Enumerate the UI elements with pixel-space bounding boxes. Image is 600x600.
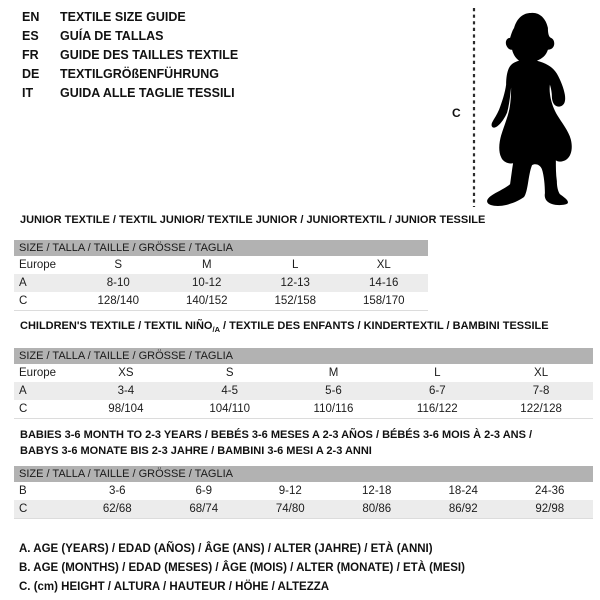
language-code: ES xyxy=(22,29,39,43)
language-row-en xyxy=(22,8,238,27)
table-row-height xyxy=(14,400,593,418)
height-value: 68/74 xyxy=(189,503,219,515)
table-row-europe xyxy=(14,364,593,382)
row-label: C xyxy=(19,295,28,307)
height-value: 98/104 xyxy=(108,403,144,415)
height-measure-label: C xyxy=(452,106,461,120)
size-value: XL xyxy=(534,367,549,379)
title-text: CHILDREN'S TEXTILE / TEXTIL NIÑO xyxy=(20,320,213,332)
age-value: 7-8 xyxy=(532,385,550,397)
size-value: M xyxy=(201,259,212,271)
table-row-age xyxy=(14,382,593,400)
language-label: GUÍA DE TALLAS xyxy=(60,29,164,43)
age-value: 3-4 xyxy=(117,385,135,397)
table-row-height xyxy=(14,292,428,310)
section-title-children xyxy=(20,318,549,338)
height-value: 140/152 xyxy=(185,295,228,307)
language-row-it xyxy=(22,84,238,103)
language-row-de xyxy=(22,65,238,84)
title-line-1: BABIES 3-6 MONTH TO 2-3 YEARS / BEBÉS 3-6 MESES A 2-3 AÑOS / BÉBÉS 3-6 MOIS À 2-3 ANS / xyxy=(20,429,533,441)
junior-size-table xyxy=(14,240,428,311)
row-label: B xyxy=(19,485,27,497)
age-value: 4-5 xyxy=(221,385,238,397)
table-header: SIZE / TALLA / TAILLE / GRÖSSE / TAGLIA xyxy=(14,348,593,364)
height-value: 122/128 xyxy=(520,403,562,415)
toddler-silhouette-icon xyxy=(481,5,577,209)
age-value: 14-16 xyxy=(369,277,399,289)
language-row-es xyxy=(22,27,238,46)
section-title-junior: JUNIOR TEXTILE / TEXTIL JUNIOR/ TEXTILE JUNIOR / JUNIORTEXTIL / JUNIOR TESSILE xyxy=(20,214,486,226)
babies-size-table xyxy=(14,466,593,519)
footnote-b: B. AGE (MONTHS) / EDAD (MESES) / ÂGE (MOIS) / ALTER (MONATE) / ETÀ (MESI) xyxy=(19,562,465,574)
row-label: A xyxy=(19,385,27,397)
footnote-c: C. (cm) HEIGHT / ALTURA / HAUTEUR / HÖHE / ALTEZZA xyxy=(19,581,330,593)
legend-footnotes xyxy=(19,540,465,597)
size-value: S xyxy=(114,259,123,271)
table-row-age xyxy=(14,274,428,292)
language-code: EN xyxy=(22,10,40,24)
height-value: 110/116 xyxy=(313,403,354,415)
age-value: 10-12 xyxy=(192,277,222,289)
size-value: L xyxy=(434,367,441,379)
language-title-list xyxy=(22,8,238,103)
footnote-a: A. AGE (YEARS) / EDAD (AÑOS) / ÂGE (ANS) / ALTER (JAHRE) / ETÀ (ANNI) xyxy=(19,543,433,555)
height-measure-line xyxy=(471,7,477,208)
language-label: GUIDA ALLE TAGLIE TESSILI xyxy=(60,86,235,100)
title-line-2: BABYS 3-6 MONATE BIS 2-3 JAHRE / BAMBINI 3-6 MESI A 2-3 ANNI xyxy=(20,445,372,457)
age-value: 6-7 xyxy=(428,385,446,397)
age-value: 5-6 xyxy=(325,385,342,397)
table-header: SIZE / TALLA / TAILLE / GRÖSSE / TAGLIA xyxy=(14,466,593,482)
children-size-table xyxy=(14,348,593,419)
height-value: 62/68 xyxy=(102,503,132,515)
age-value: 8-10 xyxy=(106,277,130,289)
row-label: Europe xyxy=(19,367,57,379)
age-value: 9-12 xyxy=(278,485,302,497)
size-value: M xyxy=(328,367,339,379)
language-label: TEXTILE SIZE GUIDE xyxy=(60,10,186,24)
table-row-europe xyxy=(14,256,428,274)
language-row-fr xyxy=(22,46,238,65)
age-value: 12-13 xyxy=(280,277,310,289)
language-code: IT xyxy=(22,86,34,100)
age-value: 18-24 xyxy=(448,485,478,497)
language-code: DE xyxy=(22,67,40,81)
size-value: L xyxy=(292,259,299,271)
height-value: 152/158 xyxy=(274,295,317,307)
title-text: / TEXTILE DES ENFANTS / KINDERTEXTIL / BAMBINI TESSILE xyxy=(219,320,549,332)
height-value: 158/170 xyxy=(362,295,405,307)
row-label: C xyxy=(19,403,28,415)
age-value: 3-6 xyxy=(108,485,126,497)
size-value: XS xyxy=(118,367,134,379)
section-title-babies xyxy=(20,427,532,459)
row-label: Europe xyxy=(19,259,57,271)
height-value: 92/98 xyxy=(535,503,565,515)
age-value: 12-18 xyxy=(362,485,392,497)
size-value: XL xyxy=(376,259,391,271)
row-label: C xyxy=(19,503,28,515)
height-value: 86/92 xyxy=(448,503,478,515)
language-label: GUIDE DES TAILLES TEXTILE xyxy=(60,48,239,62)
table-row-age-months xyxy=(14,482,593,500)
height-value: 128/140 xyxy=(97,295,140,307)
language-code: FR xyxy=(22,48,39,62)
age-value: 6-9 xyxy=(195,485,213,497)
height-value: 116/122 xyxy=(416,403,458,415)
height-value: 80/86 xyxy=(362,503,392,515)
size-value: S xyxy=(225,367,234,379)
table-row-height xyxy=(14,500,593,518)
title-subscript: /A xyxy=(212,325,220,335)
language-label: TEXTILGRÖßENFÜHRUNG xyxy=(60,67,220,81)
table-header: SIZE / TALLA / TAILLE / GRÖSSE / TAGLIA xyxy=(14,240,428,256)
height-value: 104/110 xyxy=(209,403,251,415)
height-value: 74/80 xyxy=(275,503,305,515)
row-label: A xyxy=(19,277,27,289)
age-value: 24-36 xyxy=(535,485,565,497)
